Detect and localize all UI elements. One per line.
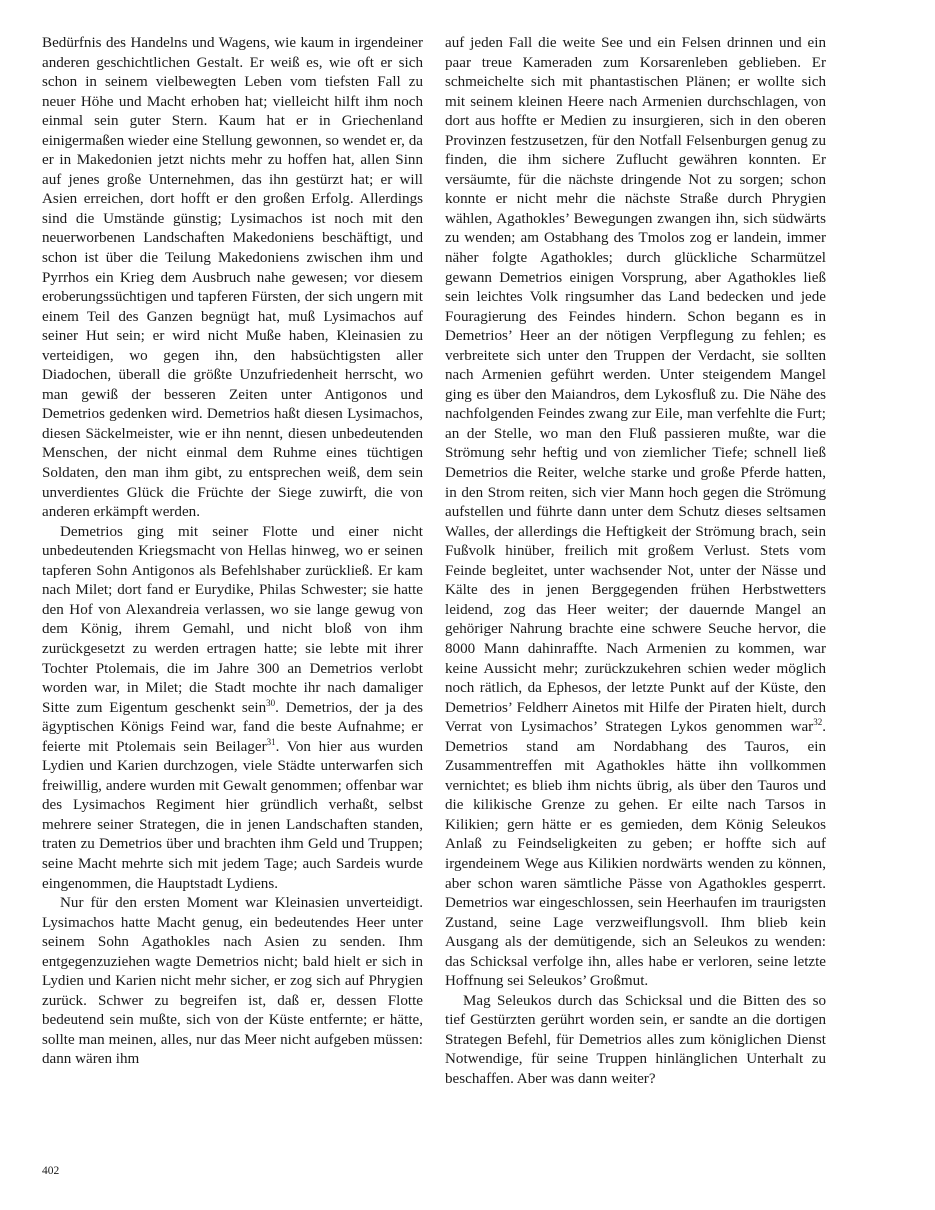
paragraph-armenia-march bbox=[445, 34, 826, 992]
text-run: . Demetrios stand am Nordabhang des Tauros, ein Zusammentreffen mit Agathokles hätte ihn vollkommen vernichtet; es blieb ihm nichts übrig, als über den Tauros und die kilikische Grenze zu gehen. Er eilte nach Tarsos in Kilikien; gern hätte er es gemieden, dem König Seleukos Anlaß zu Feindseligkeiten zu geben; er hoffte sich auf irgendeinem Wege aus Kilikien nordwärts wenden zu können, aber schon waren sämtliche Pässe von Agathokles gesperrt. Demetrios war eingeschlossen, sein Heerhaufen im traurigsten Zustand, seine Lage verzweiflungsvoll. Ihm blieb kein Ausgang als der demütigende, sich an Seleukos zu wenden: das Schicksal verfolge ihn, alles habe er verloren, seine letzte Hoffnung sei Seleukos’ Großmut. bbox=[445, 719, 826, 990]
text-run: auf jeden Fall die weite See und ein Felsen drinnen und ein paar treue Kameraden zum Korsarenleben geblieben. Er schmeichelte sich mit phantastischen Plänen; er wollte sich mit seinem kleinen Heere nach Armenien durchschlagen, von dort aus hoffte er Medien zu insurgieren, sich in den oberen Provinzen festzusetzen, für den Notfall Felsenburgen genug zu finden, die ihm sichere Zuflucht gewähren konnten. Er versäumte, für die nächste dringende Not zu sorgen; schon konnte er nicht mehr die nächste Straße durch Phrygien wählen, Agathokles’ Bewegungen zwangen ihn, sich südwärts zu wenden; am Ostabhang des Tmolos zog er landein, immer näher folgte Agathokles; durch glückliche Scharmützel gewann Demetrios einigen Vorsprung, aber Agathokles ließ sein leichtes Volk ringsumher das Land bedecken und jede Fouragierung des Feindes hindern. Schon begann es in Demetrios’ Heer an der nötigen Verpflegung zu fehlen; es verbreitete sich unter den Truppen der Verdacht, sie sollten nach Armenien geführt werden. Unter steigendem Mangel ging es über den Maiandros, dem Lykosfluß zu. Die Nähe des nachfolgenden Feindes zwang zur Eile, man verfehlte die Furt; an der Stelle, wo man den Fluß passieren mußte, war die Strömung sehr heftig und von ziemlicher Tiefe; schnell ließ Demetrios die Reiter, welche starke und große Pferde hatten, in den Strom reiten, sich vier Mann hoch gegen die Strömung aufstellen und führte dann unter dem Schutz dieses seltsamen Walles, der allerdings die Heftigkeit der Strömung brach, sein Fußvolk hinüber, freilich mit großem Verlust. Stets vom Feinde begleitet, unter wachsender Not, unter der Nässe und Kälte des in jenen Berggegenden frühen Herbstwetters leidend, zog das Heer weiter; der dauernde Mangel an gehöriger Nahrung brachte eine schwere Seuche hervor, die 8000 Mann dahinraffte. Nach Armenien zu kommen, war keine Aussicht mehr; zurückzukehren schien weder möglich noch rätlich, da Ephesos, der letzte Punkt auf der Küste, den Demetrios’ Feldherr Ainetos mit Hilfe der Piraten hielt, durch Verrat von Lysimachos’ Strategen Lykos genommen war bbox=[445, 35, 826, 736]
paragraph-seleukos: Mag Seleukos durch das Schicksal und die Bitten des so tief Gestürzten gerührt worden sein, er sandte an die dortigen Strategen Befehl, für Demetrios alles zum königlichen Dienst Notwendige, für seine Truppen hinlänglichen Unterhalt zu beschaffen. Aber was dann weiter? bbox=[445, 992, 826, 1087]
paragraph-agathokles: Nur für den ersten Moment war Kleinasien unverteidigt. Lysimachos hatte Macht genug, ein bedeutendes Heer unter seinem Sohn Agathokles nach Asien zu senden. Ihm entgegenzuziehen wagte Demetrios nicht; bald hielt er sich in Lydien und Karien nicht mehr sicher, er zog sich auf Phrygien zurück. Schwer zu begreifen ist, daß er, dessen Flotte bedeutend sein mußte, sich von der Küste entfernte; er hätte, sollte man meinen, alles, nur das Meer nicht aufgeben müssen: dann wären ihm bbox=[42, 895, 423, 1068]
paragraph-miletus bbox=[42, 523, 423, 894]
footnote-ref-31: 31 bbox=[266, 736, 276, 747]
footnote-ref-30: 30 bbox=[266, 697, 276, 708]
paragraph-lysimachos-context: Bedürfnis des Handelns und Wagens, wie kaum in irgendeiner anderen geschichtlichen Gestalt. Er weiß es, wie oft er sich schon in seinem vielbewegten Leben vom tiefsten Fall zu neuer Höhe und Macht erhoben hat; vielleicht hilft ihm noch einmal sein guter Stern. Kaum hat er in Griechenland einigermaßen wieder eine Stellung gewonnen, so wendet er, da er in Makedonien jetzt nichts mehr zu hoffen hat, allen Sinn auf jenes große Unternehmen, das ihn gestürzt hat; er will Asien erreichen, dort hofft er den großen Erfolg. Allerdings sind die Umstände günstig; Lysimachos ist noch mit den neuerworbenen Landschaften Makedoniens beschäftigt, und schon ist über die Teilung Makedoniens zwischen ihm und Pyrrhos ein Krieg dem Ausbruch nahe gewesen; vor diesem eroberungssüchtigen und tapferen Fürsten, der sich ungern mit einem Teil des Ganzen begnügt hat, muß Lysimachos auf seiner Hut sein; er wird nicht Muße haben, Kleinasien zu verteidigen, wo gegen ihn, den habsüchtigsten aller Diadochen, überall die größte Unzufriedenheit herrscht, wo man gewiß der besseren Zeiten unter Antigonos und Demetrios gedenken wird. Demetrios haßt diesen Lysimachos, diesen Säckelmeister, wie er ihn nennt, diesen unbedeutenden Menschen, der nicht einmal dem Ruhme eines tüchtigen Soldaten, den man ihm gibt, zu entsprechen weiß, dem sein unverdientes Glück die Früchte der Siege zuwirft, die von anderen erkämpft werden. bbox=[42, 35, 423, 521]
page-number: 402 bbox=[42, 1165, 60, 1177]
right-text-column bbox=[445, 34, 826, 1090]
text-run: . Demetrios, der ja des ägyptischen Königs Feind war, fand die beste Aufnahme; er feierte mit Ptolemais sein Beilager bbox=[42, 699, 423, 755]
text-run: . Von hier aus wurden Lydien und Karien durchzogen, viele Städte unterwarfen sich freiwillig, andere wurden mit Gewalt genommen; offenbar war des Lysimachos Regiment hier gründlich verhaßt, selbst mehrere seiner Strategen, die in jenen Landschaften standen, traten zu Demetrios über und brachten ihm Geld und Truppen; seine Macht mehrte sich mit jedem Tage; auch Sardeis wurde eingenommen, die Hauptstadt Lydiens. bbox=[42, 738, 424, 892]
text-run: Demetrios ging mit seiner Flotte und einer nicht unbedeutenden Kriegsmacht von Hellas hinweg, wo er seinen tapferen Sohn Antigonos als Befehlshaber zurückließ. Er kam nach Milet; dort fand er Eurydike, Philas Schwester; sie hatte den Hof von Alexandreia verlassen, wo sie lange gewug von dem König, ihrem Gemahl, und nicht bloß von ihm zurückgesetzt zu werden ertragen hatte; sie lebte mit ihrer Tochter Ptolemais, die im Jahre 300 an Demetrios verlobt worden war, in Milet; die Stadt mochte ihr nach damaliger Sitte zum Eigentum geschenkt sein bbox=[42, 523, 423, 716]
left-text-column bbox=[42, 34, 423, 1070]
footnote-ref-32: 32 bbox=[813, 717, 823, 728]
